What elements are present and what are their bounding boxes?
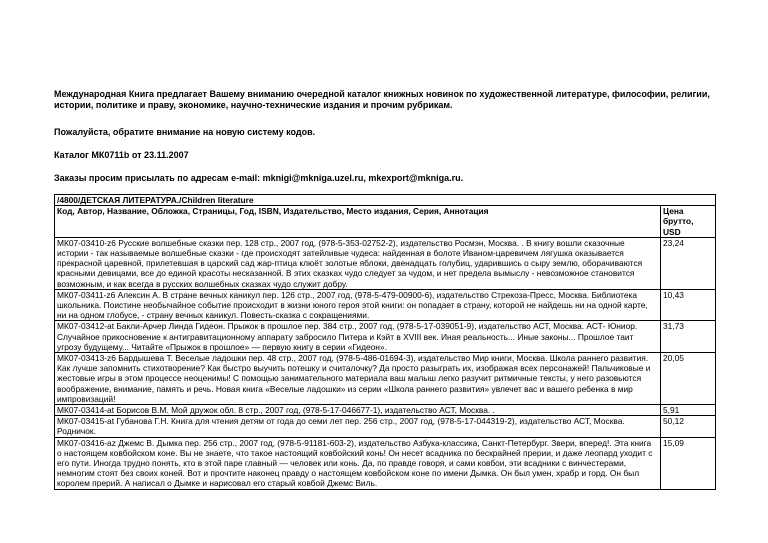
book-description: МК07-03414-at Борисов В.М. Мой дружок обл. 8 стр., 2007 год, (978-5-17-046677-1), издательство АСТ, Москва. . [55, 405, 661, 416]
table-row [55, 321, 716, 353]
table-row [55, 437, 716, 489]
book-price: 15,09 [661, 437, 716, 489]
book-description: МК07-03415-at Губанова Г.Н. Книга для чтения детям от года до семи лет пер. 256 стр., 2007 год, (978-5-17-044319-2), издательство АСТ, Москва. Родничок. [55, 416, 661, 437]
book-price: 20,05 [661, 353, 716, 405]
intro-text: Международная Книга предлагает Вашему вниманию очередной каталог книжных новинок по художественной литературе, философии, религии, истории, политике и праву, экономике, научно-технические издания и прочим рубрикам. [54, 89, 710, 110]
code-notice: Пожалуйста, обратите внимание на новую систему кодов. [54, 127, 316, 137]
book-price: 23,24 [661, 237, 716, 289]
order-contacts: Заказы просим присылать по адресам e-mail: mknigi@mkniga.uzel.ru, mkexport@mkniga.ru. [54, 173, 464, 183]
section-row [55, 195, 716, 206]
column-header-description: Код, Автор, Название, Обложка, Страницы, Год, ISBN, Издательство, Место издания, Серия, Аннотация [55, 206, 661, 238]
book-price: 31,73 [661, 321, 716, 353]
header-row [55, 206, 716, 238]
catalog-id: Каталог МК0711b от 23.11.2007 [54, 150, 189, 160]
book-description: МК07-03416-az Джемс В. Дымка пер. 256 стр., 2007 год, (978-5-91181-603-2), издательство Азбука-классика, Санкт-Петербург. Звери, вперед!. Эта книга о настоящем ковбойском коне. Вы не знаете, что такое настоящий ковбойский конь! Он несет всадника по бескрайней прерии, и даже леопард уходит с его пути. Иногда трудно понять, кто в этой паре главный — человек или конь. Да, по правде говоря, и сами ковбои, эти всадники с винчестерами, немногим стоят без своих коней. Вот и прочтите наконец правду о настоящем ковбойском коне по имени Дымка. Он был умен, храбр и горд. Он был королем прерий. А написал о Дымке и нарисовал его старый ковбой Джемс Виль. [55, 437, 661, 489]
book-description: МК07-03411-z6 Алексин А. В стране вечных каникул пер. 126 стр., 2007 год, (978-5-479-00900-6), издательство Стрекоза-Пресс, Москва. Библиотека школьника. Поистине необычайное событие происходит в жизни юного героя этой книги: он попадает в страну, которой не найдешь ни на одной карте, ни на одном глобусе, - страну вечных каникул. Повесть-сказка с сокращениями. [55, 289, 661, 321]
book-price: 50,12 [661, 416, 716, 437]
column-header-price: Цена брутто, USD [661, 206, 716, 238]
table-row [55, 237, 716, 289]
book-description: МК07-03413-z6 Бардышева Т. Веселые ладошки пер. 48 стр., 2007 год, (978-5-486-01694-3), издательство Мир книги, Москва. Школа раннего развития. Как лучше запомнить стихотворение? Как быстро выучить потешку и считалочку? Да просто разыграть их, изображая всех персонажей! Пальчиковые и жестовые игры в этом процессе неоценимы! С помощью занимательного материала ваш малыш легко разучит ритмичные тексты, у него разовьются воображение, внимание, память и речь. Новая книга «Веселые ладошки» из серии «Школа раннего развития» увлечет вас и вашего ребенка в мир импровизаций! [55, 353, 661, 405]
table-row [55, 416, 716, 437]
catalog-table [54, 194, 716, 490]
intro-block [54, 89, 714, 184]
book-description: МК07-03412-at Бакли-Арчер Линда Гидеон. Прыжок в прошлое пер. 384 стр., 2007 год, (978-5-17-039051-9), издательство АСТ, Москва. АСТ- Юниор. Случайное прикосновение к антигравитационному аппарату забросило Питера и Кэйт в XVIII век. Иная реальность... Иные законы... Прошлое таит угрозу будущему... Читайте «Прыжок в прошлое» — первую книгу в серии «Гидеон». [55, 321, 661, 353]
table-row [55, 353, 716, 405]
book-price: 5,91 [661, 405, 716, 416]
table-row [55, 405, 716, 416]
section-title: /4800/ДЕТСКАЯ ЛИТЕРАТУРА./Children literature [55, 195, 716, 206]
table-row [55, 289, 716, 321]
book-price: 10,43 [661, 289, 716, 321]
book-description: МК07-03410-z6 Русские волшебные сказки пер. 128 стр., 2007 год, (978-5-353-02752-2), издательство Росмэн, Москва. . В книгу вошли сказочные истории - так называемые волшебные сказки - где происходят затейливые чудеса: найденная в болоте Иваном-царевичем лягушка оказывается прекрасной царевной, прилетевшая в царский сад жар-птица клюёт золотые яблоки, двенадцать голубиц, ударившись о сыру землю, оборачиваются красными девицами, все до единой красоты несказанной. В этих сказках чудо следует за чудом, и нет предела вымыслу - невозможное становится возможным, и как всегда в русских волшебных сказках чудо служит добру. [55, 237, 661, 289]
